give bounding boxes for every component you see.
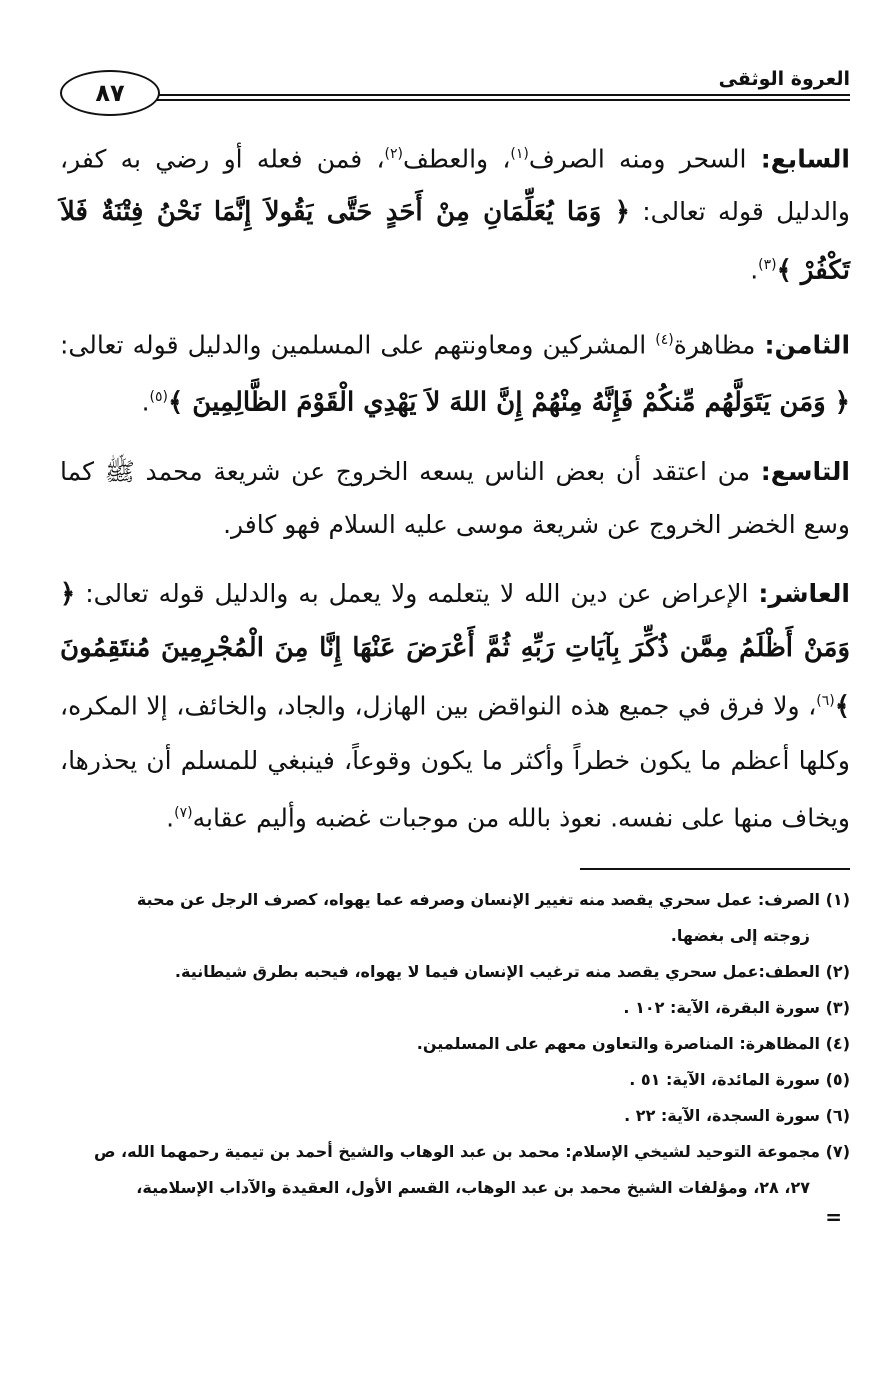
main-text <box>60 128 850 844</box>
paragraph-lead: العاشر: <box>758 579 850 609</box>
paragraph-ninth <box>60 445 850 551</box>
footnote <box>60 1062 850 1098</box>
footnote-number: (٥) <box>825 1069 850 1089</box>
footnote-continuation: زوجته إلى بغضها. <box>670 925 810 945</box>
footnote-number: (٦) <box>825 1105 850 1125</box>
paragraph-lead: السابع: <box>760 144 850 174</box>
paragraph-text: . <box>141 387 150 417</box>
footnote-ref: (٤) <box>655 331 674 348</box>
footnote <box>60 990 850 1026</box>
quran-verse: ﴿ وَمَا يُعَلِّمَانِ مِنْ أَحَدٍ حَتَّى يَقُولاَ إِنَّمَا نَحْنُ فِتْنَةٌ فَلاَ تَكْفُرْ ﴾ <box>60 197 850 286</box>
paragraph-text: ، ولا فرق في جميع هذه النواقض بين الهازل، والجاد، والخائف، إلا المكره، وكلها أعظم ما يكون خطراً وأكثر ما يكون وقوعاً، فينبغي للمسلم أن يحذرها، ويخاف منها على نفسه. نعوذ بالله من موجبات غضبه وأليم عقابه <box>60 691 850 832</box>
footnote <box>60 1026 850 1062</box>
continuation-mark: = <box>825 1204 842 1229</box>
paragraph-text: السحر ومنه الصرف <box>528 144 761 174</box>
footnote-ref: (١) <box>510 146 529 162</box>
footnote-ref: (٦) <box>816 693 835 710</box>
footnote-text: المظاهرة: المناصرة والتعاون معهم على المسلمين. <box>416 1033 826 1053</box>
paragraph-lead: الثامن: <box>764 329 851 359</box>
footnote-number: (٧) <box>825 1141 850 1161</box>
footnotes <box>60 882 850 1228</box>
paragraph-eighth <box>60 314 850 430</box>
page-number: ٨٧ <box>60 70 160 116</box>
book-page <box>60 60 850 1360</box>
paragraph-seventh <box>60 128 850 298</box>
paragraph-text: ، فمن فعله أو رضي به كفر، والدليل قوله تعالى: <box>60 144 850 227</box>
footnote <box>60 954 850 990</box>
quran-verse: ﴿ وَمَن يَتَوَلَّهُم مِّنكُمْ فَإِنَّهُ مِنْهُمْ إِنَّ اللهَ لاَ يَهْدِي الْقَوْمَ الظَّالِمِينَ ﴾ <box>168 387 850 418</box>
footnote-ref: (٢) <box>384 146 403 162</box>
header-rule <box>156 99 850 101</box>
footnote <box>60 1098 850 1134</box>
footnote-text: سورة البقرة، الآية: ١٠٢ . <box>623 997 826 1017</box>
footnote-text: سورة المائدة، الآية: ٥١ . <box>629 1069 826 1089</box>
footnote-number: (٣) <box>825 997 850 1017</box>
paragraph-tenth <box>60 567 850 844</box>
footnote-ref: (٧) <box>174 804 193 821</box>
footnote-text: الصرف: عمل سحري يقصد منه تغيير الإنسان وصرفه عما يهواه، كصرف الرجل عن محبة <box>136 889 826 909</box>
footnote <box>60 882 850 918</box>
paragraph-text: مظاهرة <box>673 329 765 359</box>
footnote <box>60 1134 850 1170</box>
footnote-ref: (٥) <box>149 388 169 405</box>
footnote-text: العطف:عمل سحري يقصد منه ترغيب الإنسان فيما لا يهواه، فيحبه بطرق شيطانية. <box>174 961 826 981</box>
footnote-number: (٢) <box>825 961 850 981</box>
paragraph-text: . <box>166 802 175 832</box>
footnote-number: (١) <box>825 889 850 909</box>
footnote-separator <box>580 868 850 870</box>
paragraph-text: المشركين ومعاونتهم على المسلمين والدليل قوله تعالى: <box>60 329 656 359</box>
page-header <box>60 60 850 110</box>
header-rule <box>156 94 850 96</box>
footnote-number: (٤) <box>825 1033 850 1053</box>
paragraph-lead: التاسع: <box>760 457 850 487</box>
footnote-ref: (٣) <box>758 257 777 274</box>
paragraph-text: . <box>750 255 759 285</box>
footnote-text: مجموعة التوحيد لشيخي الإسلام: محمد بن عبد الوهاب والشيخ أحمد بن تيمية رحمهما الله، ص <box>93 1141 826 1161</box>
running-title: العروة الوثقى <box>718 68 850 90</box>
paragraph-text: من اعتقد أن بعض الناس يسعه الخروج عن شريعة محمد ﷺ كما وسع الخضر الخروج عن شريعة موسى عليه السلام فهو كافر. <box>60 457 850 540</box>
quran-verse: ﴿ وَمَنْ أَظْلَمُ مِمَّن ذُكِّرَ بِآيَاتِ رَبِّهِ ثُمَّ أَعْرَضَ عَنْهَا إِنَّا مِنَ الْمُجْرِمِينَ مُنتَقِمُونَ ﴾ <box>60 579 850 722</box>
paragraph-text: ، والعطف <box>403 144 511 174</box>
footnote-text: سورة السجدة، الآية: ٢٢ . <box>624 1105 826 1125</box>
paragraph-text: الإعراض عن دين الله لا يتعلمه ولا يعمل به والدليل قوله تعالى: <box>75 579 759 609</box>
footnote-continuation: ٢٧، ٢٨، ومؤلفات الشيخ محمد بن عبد الوهاب، القسم الأول، العقيدة والآداب الإسلامية، <box>136 1177 810 1197</box>
